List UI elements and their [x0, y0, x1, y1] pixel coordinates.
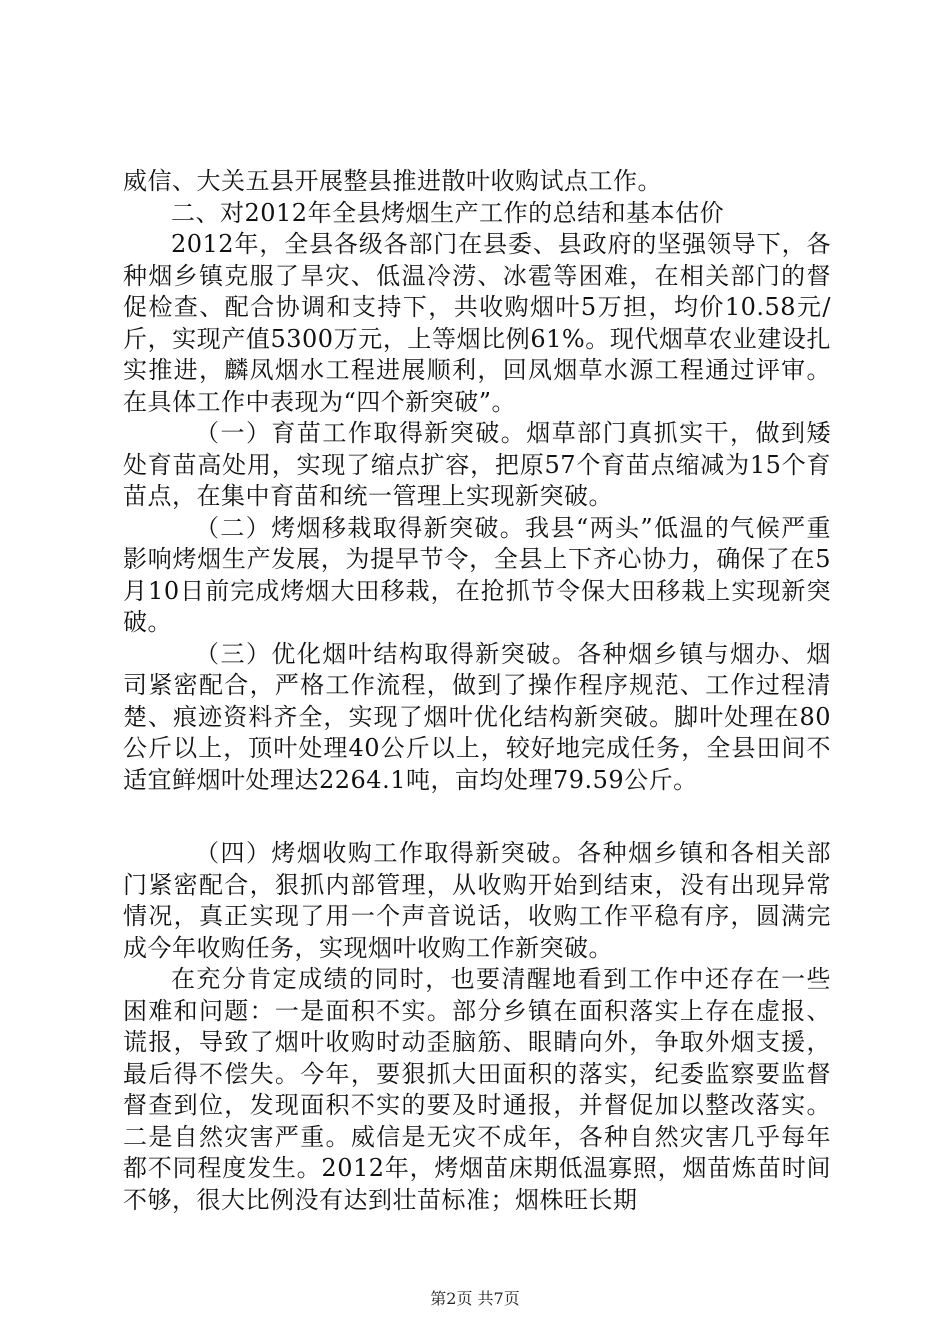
page-footer: 第2页 共7页	[430, 1289, 520, 1308]
paragraph-item-2: （二）烤烟移栽取得新突破。我县“两头”低温的气候严重影响烤烟生产发展，为提早节令，全县上下齐心协力，确保了在5月10日前完成烤烟大田移栽，在抢抓节令保大田移栽上实现新突破。	[123, 513, 831, 636]
paragraph-gap	[123, 796, 831, 838]
document-body	[123, 166, 831, 1216]
paragraph-summary: 2012年，全县各级各部门在县委、县政府的坚强领导下，各种烟乡镇克服了旱灾、低温冷涝、冰雹等困难，在相关部门的督促检查、配合协调和支持下，共收购烟叶5万担，均价10.58元/斤，实现产值5300万元，上等烟比例61%。现代烟草农业建设扎实推进，麟凤烟水工程进展顺利，回凤烟草水源工程通过评审。在具体工作中表现为“四个新突破”。	[123, 230, 831, 416]
paragraph-problems: 在充分肯定成绩的同时，也要清醒地看到工作中还存在一些困难和问题：一是面积不实。部分乡镇在面积落实上存在虚报、谎报，导致了烟叶收购时动歪脑筋、眼睛向外，争取外烟支援，最后得不偿失。今年，要狠抓大田面积的落实，纪委监察要监督督查到位，发现面积不实的要及时通报，并督促加以整改落实。二是自然灾害严重。威信是无灾不成年，各种自然灾害几乎每年都不同程度发生。2012年，烤烟苗床期低温寡照，烟苗炼苗时间不够，很大比例没有达到壮苗标准；烟株旺长期	[123, 965, 831, 1214]
paragraph-continuation: 威信、大关五县开展整县推进散叶收购试点工作。	[123, 167, 662, 195]
paragraph-item-4: （四）烤烟收购工作取得新突破。各种烟乡镇和各相关部门紧密配合，狠抓内部管理，从收购开始到结束，没有出现异常情况，真正实现了用一个声音说话，收购工作平稳有序，圆满完成今年收购任务，实现烟叶收购工作新突破。	[123, 839, 831, 962]
section-heading: 二、对2012年全县烤烟生产工作的总结和基本估价	[171, 198, 725, 227]
paragraph-item-1: （一）育苗工作取得新突破。烟草部门真抓实干，做到矮处育苗高处用，实现了缩点扩容，把原57个育苗点缩减为15个育苗点，在集中育苗和统一管理上实现新突破。	[123, 419, 831, 510]
paragraph-item-3: （三）优化烟叶结构取得新突破。各种烟乡镇与烟办、烟司紧密配合，严格工作流程，做到了操作程序规范、工作过程清楚、痕迹资料齐全，实现了烟叶优化结构新突破。脚叶处理在80公斤以上，顶叶处理40公斤以上，较好地完成任务，全县田间不适宜鲜烟叶处理达2264.1吨，亩均处理79.59公斤。	[123, 639, 831, 794]
